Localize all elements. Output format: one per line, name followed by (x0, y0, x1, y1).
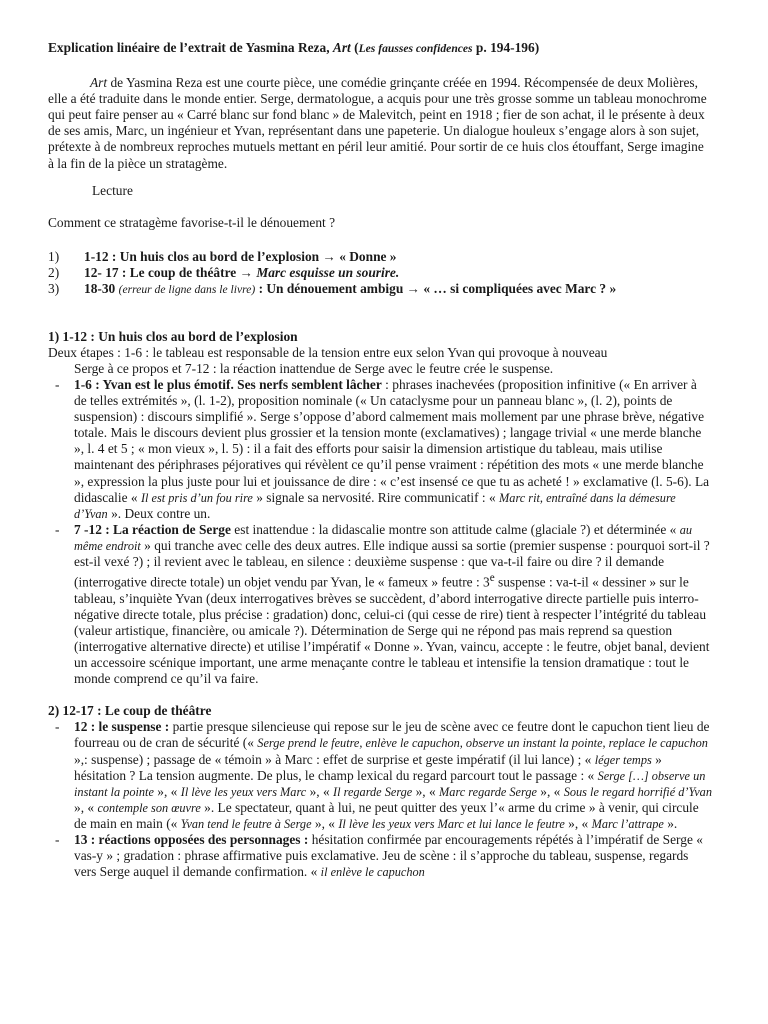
outline-item: 2) 12- 17 : Le coup de théâtre → Marc esquisse un sourire. (48, 265, 400, 281)
analysis-bullet: - 7 -12 : La réaction de Serge est inattendue : la didascalie montre son attitude calme (glaciale ?) et déterminée « au même endroit » qui tranche avec celle des deux autres. Elle indique aussi sa sortie (premier suspense : pourquoi sort-il ? est-il vexé ?) ; il revient avec le tableau, en silence : deuxième suspense : que va-t-il faire ou dire ? il demande (interrogative directe totale) un objet vendu par Yvan, le « fameux » feutre : 3e suspense : va-t-il « dessiner » sur le tableau, s’inquiète Yvan (deux interrogatives brèves se succèdent, d’abord interrogative directe partielle puis interro-négative directe totale, plus précise : gradation) donc, celui-ci (qui cesse de rire) tient à respecter l’intégrité du tableau (valeur artistique, financière, ou amicale ?). Détermination de Serge qui ne répond pas mais reprend sa question (interrogative alternative directe) et utilise l’impératif « Donne ». Yvan, vaincu, accepte : le feutre, objet banal, devient un accessoire scénique important, une arme menaçante contre le tableau et intensifie la tension dramatique : tout le monde comprend ce qu’il va faire. (55, 521, 710, 687)
analysis-bullet: - 13 : réactions opposées des personnages : hésitation confirmée par encouragements répétés à l’impératif de Serge « vas-y » ; gradation : phrase affirmative puis exclamative. Jeu de scène : il s’approche du tableau, suspense, regards vers Serge auquel il demande confirmation. « il enlève le capuchon (55, 832, 703, 880)
problematic-question: Comment ce stratagème favorise-t-il le dénouement ? (48, 214, 336, 230)
section-steps-cont: Serge à ce propos et 7-12 : la réaction inattendue de Serge avec le feutre crée le suspense. (74, 360, 554, 376)
analysis-bullet: - 1-6 : Yvan est le plus émotif. Ses nerfs semblent lâcher : phrases inachevées (proposition infinitive (« En arriver à de telles extrémités », (l. 1-2), proposition nominale (« Un cataclysme pour un panneau blanc », (l. 2), points de suspension) : discours simplifié ». Serge s’oppose d’abord calmement mais mollement par une phrase brève, négative totale. Mais le discours devient plus grossier et la tension monte (exclamatives) ; langage trivial « une merde blanche », l. 4 et 5 ; « mon vieux », l. 5) : il a fait des efforts pour saisir la dimension artistique du tableau, mais utilise maintenant des périphrases péjoratives qui révèlent ce qu’il pense vraiment : répétition des mots « une merde blanche », expression la plus juste pour lui et jouissance de dire : « c’est insensé ce que tu as acheté ! » exclamative (l. 5-6). La didascalie « Il est pris d’un fou rire » signale sa nervosité. Rire communicatif : « Marc rit, entraîné dans la démesure d’Yvan ». Deux contre un. (55, 377, 710, 521)
intro-paragraph: Art de Yasmina Reza est une courte pièce, une comédie grinçante créée en 1994. Récompensée de deux Molières, elle a été traduite dans le monde entier. Serge, dermatologue, a acquis pour une très grosse somme un tableau monochrome qui peut faire penser au « Carré blanc sur fond blanc » de Malevitch, peint en 1918 ; fier de son achat, il le présente à deux de ses amis, Marc, un ingénieur et Yvan, représentant dans une papeterie. Un dialogue houleux s’engage alors à son sujet, prétexte à de nombreux reproches mutuels mettant en péril leur amitié. Pour sortir de ce huis clos étouffant, Serge imagine à la fin de la pièce un stratagème. (48, 75, 707, 171)
document-page (48, 40, 712, 880)
arrow-icon: → (239, 265, 253, 281)
analysis-bullet: - 12 : le suspense : partie presque silencieuse qui repose sur le jeu de scène avec ce feutre dont le capuchon tient lieu de fourreau ou de cran de sécurité (« Serge prend le feutre, enlève le capuchon, observe un instant la pointe, replace le capuchon »,: suspense) ; passage de « témoin » à Marc : effet de surprise et geste impératif (il lui lance) ; « léger temps » hésitation ? La tension augmente. De plus, le champ lexical du regard parcourt tout le passage : « Serge […] observe un instant la pointe », « Il lève les yeux vers Marc », « Il regarde Serge », « Marc regarde Serge », « Sous le regard horrifié d’Yvan », « contemple son œuvre ». Le spectateur, quant à lui, ne peut quitter des yeux l’« arme du crime » à venir, qui circule de main en main (« Yvan tend le feutre à Serge », « Il lève les yeux vers Marc et lui lance le feutre », « Marc l’attrape ». (55, 719, 712, 831)
arrow-icon: → (406, 281, 421, 297)
outline-list (48, 249, 712, 299)
section-1 (48, 329, 712, 688)
section-steps: Deux étapes : 1-6 : le tableau est responsable de la tension entre eux selon Yvan qui provoque à nouveau (48, 344, 608, 360)
section-2 (48, 703, 712, 880)
section-heading: 1) 1-12 : Un huis clos au bord de l’explosion (48, 328, 298, 344)
section-heading: 2) 12-17 : Le coup de théâtre (48, 703, 212, 719)
arrow-icon: → (322, 248, 336, 264)
lecture-label: Lecture (92, 182, 133, 198)
outline-item: 3) 18-30 (erreur de ligne dans le livre) : Un dénouement ambigu → « … si compliquées avec Marc ? » (48, 281, 617, 297)
document-title: Explication linéaire de l’extrait de Yasmina Reza, Art (Les fausses confidences p. 194-196) (48, 40, 540, 55)
outline-item: 1) 1-12 : Un huis clos au bord de l’explosion → « Donne » (48, 248, 397, 264)
